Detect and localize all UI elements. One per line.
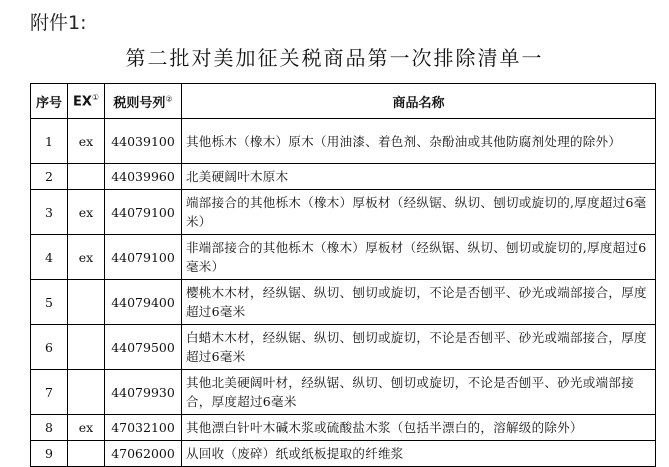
header-name: 商品名称: [182, 84, 656, 119]
row-seq: 1: [31, 119, 68, 164]
attachment-label: 附件1:: [30, 12, 87, 34]
row-name: 非端部接合的其他栎木（橡木）厚板材（经纵锯、纵切、刨切或旋切的,厚度超过6毫米）: [182, 235, 656, 280]
row-ex: [68, 164, 105, 190]
row-seq: 8: [31, 415, 68, 441]
table-row: [31, 235, 656, 280]
header-code-note: ②: [165, 94, 173, 104]
header-code: [105, 84, 182, 119]
row-ex: ex: [68, 235, 105, 280]
row-seq: 6: [31, 325, 68, 370]
row-ex: [68, 280, 105, 325]
row-name: 北美硬阔叶木原木: [182, 164, 656, 190]
header-ex-label: EX: [72, 94, 92, 110]
row-name: 端部接合的其他栎木（橡木）厚板材（经纵锯、纵切、刨切或旋切的,厚度超过6毫米）: [182, 190, 656, 235]
table-row: [31, 280, 656, 325]
table-row: [31, 415, 656, 441]
row-name: 其他栎木（橡木）原木（用油漆、着色剂、杂酚油或其他防腐剂处理的除外）: [182, 119, 656, 164]
row-ex: ex: [68, 190, 105, 235]
table-row: [31, 325, 656, 370]
table-row: [31, 164, 656, 190]
row-name: 其他漂白针叶木碱木浆或硫酸盐木浆（包括半漂白的，溶解级的除外）: [182, 415, 656, 441]
row-name: 从回收（废碎）纸或纸板提取的纤维浆: [182, 441, 656, 467]
header-seq: 序号: [31, 84, 68, 119]
row-name: 白蜡木木材，经纵锯、纵切、刨切或旋切，不论是否刨平、砂光或端部接合，厚度超过6毫米: [182, 325, 656, 370]
table-row: [31, 190, 656, 235]
row-code: 44039960: [105, 164, 182, 190]
row-seq: 2: [31, 164, 68, 190]
header-code-label: 税则号列: [113, 95, 166, 111]
row-code: 44079500: [105, 325, 182, 370]
table-header-row: [31, 84, 656, 119]
row-seq: 9: [31, 441, 68, 467]
row-seq: 4: [31, 235, 68, 280]
header-ex-note: ①: [91, 92, 100, 102]
table-row: [31, 119, 656, 164]
row-name: 其他北美硬阔叶材，经纵锯、纵切、刨切或旋切，不论是否刨平、砂光或端部接合，厚度超过6毫米: [182, 370, 656, 415]
document-title: 第二批对美加征关税商品第一次排除清单一: [125, 46, 544, 70]
row-code: 44079100: [105, 235, 182, 280]
header-ex: [68, 84, 105, 119]
row-seq: 5: [31, 280, 68, 325]
row-code: 47062000: [105, 441, 182, 467]
exclusion-list-table: [30, 83, 656, 467]
row-ex: ex: [68, 119, 105, 164]
row-code: 44079400: [105, 280, 182, 325]
row-ex: ex: [68, 415, 105, 441]
row-code: 44079930: [105, 370, 182, 415]
row-ex: [68, 441, 105, 467]
row-ex: [68, 370, 105, 415]
row-code: 44039100: [105, 119, 182, 164]
table-row: [31, 370, 656, 415]
row-code: 47032100: [105, 415, 182, 441]
row-seq: 7: [31, 370, 68, 415]
row-code: 44079100: [105, 190, 182, 235]
table-row: [31, 441, 656, 467]
row-seq: 3: [31, 190, 68, 235]
row-ex: [68, 325, 105, 370]
row-name: 樱桃木木材，经纵锯、纵切、刨切或旋切，不论是否刨平、砂光或端部接合，厚度超过6毫米: [182, 280, 656, 325]
